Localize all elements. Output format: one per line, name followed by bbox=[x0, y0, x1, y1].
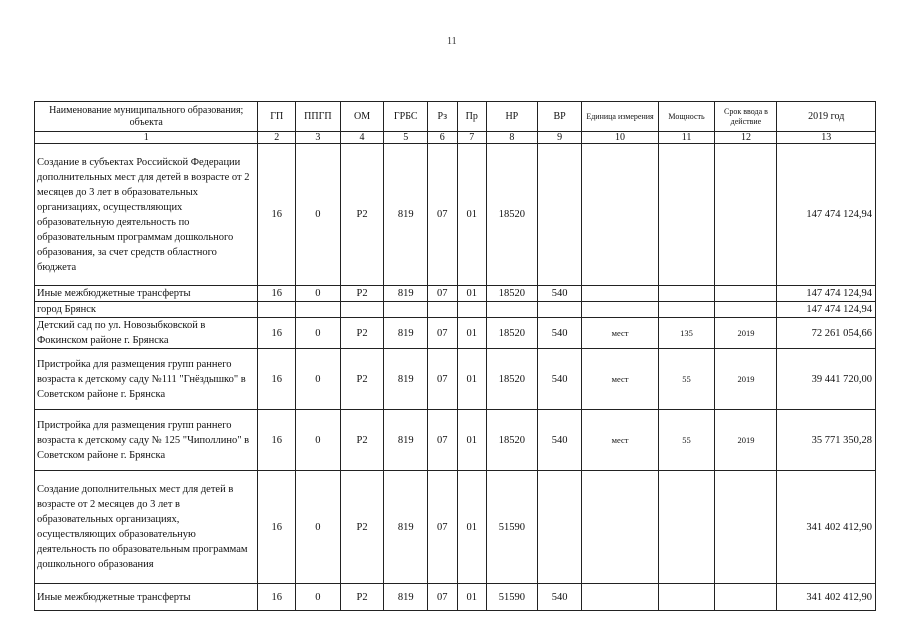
budget-table bbox=[34, 101, 876, 611]
header-name: Наименование муниципального образования; объекта bbox=[35, 102, 258, 132]
cell-name: Создание дополнительных мест для детей в возрасте от 2 месяцев до 3 лет в образовательных организациях, осуществляющих образовательную деятельность по образовательным программам дошкольного образования bbox=[35, 471, 258, 584]
column-number: 12 bbox=[715, 132, 777, 144]
cell-unit bbox=[582, 471, 658, 584]
table-body bbox=[35, 102, 876, 611]
cell-term: 2019 bbox=[715, 410, 777, 471]
cell-term: 2019 bbox=[715, 349, 777, 410]
header-nr: НР bbox=[486, 102, 537, 132]
cell-ppgp: 0 bbox=[296, 286, 341, 302]
header-row bbox=[35, 102, 876, 132]
cell-vr: 540 bbox=[537, 584, 582, 611]
cell-grbs bbox=[384, 302, 428, 318]
header-capacity: Мощность bbox=[658, 102, 715, 132]
cell-name: город Брянск bbox=[35, 302, 258, 318]
cell-grbs: 819 bbox=[384, 471, 428, 584]
cell-term bbox=[715, 584, 777, 611]
table-row bbox=[35, 410, 876, 471]
cell-pr: 01 bbox=[457, 286, 486, 302]
cell-pr: 01 bbox=[457, 318, 486, 349]
table-row bbox=[35, 584, 876, 611]
cell-unit: мест bbox=[582, 410, 658, 471]
cell-unit bbox=[582, 584, 658, 611]
cell-gp: 16 bbox=[258, 584, 296, 611]
cell-om: Р2 bbox=[340, 410, 384, 471]
cell-term bbox=[715, 471, 777, 584]
column-number: 3 bbox=[296, 132, 341, 144]
cell-amount: 39 441 720,00 bbox=[777, 349, 876, 410]
header-vr: ВР bbox=[537, 102, 582, 132]
cell-grbs: 819 bbox=[384, 349, 428, 410]
header-rz: Рз bbox=[428, 102, 457, 132]
cell-nr: 18520 bbox=[486, 144, 537, 286]
cell-name: Пристройка для размещения групп раннего возраста к детскому саду №111 "Гнёздышко" в Советском районе г. Брянска bbox=[35, 349, 258, 410]
cell-capacity bbox=[658, 302, 715, 318]
header-pr: Пр bbox=[457, 102, 486, 132]
cell-term bbox=[715, 286, 777, 302]
column-number: 6 bbox=[428, 132, 457, 144]
cell-pr: 01 bbox=[457, 144, 486, 286]
cell-term bbox=[715, 144, 777, 286]
cell-rz: 07 bbox=[428, 286, 457, 302]
cell-gp: 16 bbox=[258, 410, 296, 471]
cell-nr: 18520 bbox=[486, 410, 537, 471]
cell-unit bbox=[582, 144, 658, 286]
cell-ppgp: 0 bbox=[296, 471, 341, 584]
column-number: 11 bbox=[658, 132, 715, 144]
cell-grbs: 819 bbox=[384, 286, 428, 302]
cell-ppgp: 0 bbox=[296, 144, 341, 286]
cell-rz: 07 bbox=[428, 471, 457, 584]
cell-vr: 540 bbox=[537, 349, 582, 410]
cell-ppgp: 0 bbox=[296, 318, 341, 349]
cell-nr: 18520 bbox=[486, 318, 537, 349]
header-grbs: ГРБС bbox=[384, 102, 428, 132]
cell-grbs: 819 bbox=[384, 318, 428, 349]
column-number: 10 bbox=[582, 132, 658, 144]
cell-gp: 16 bbox=[258, 144, 296, 286]
cell-unit: мест bbox=[582, 318, 658, 349]
header-om: ОМ bbox=[340, 102, 384, 132]
header-gp: ГП bbox=[258, 102, 296, 132]
column-number: 7 bbox=[457, 132, 486, 144]
cell-ppgp: 0 bbox=[296, 584, 341, 611]
cell-rz: 07 bbox=[428, 318, 457, 349]
cell-name: Создание в субъектах Российской Федерации дополнительных мест для детей в возрасте от 2 месяцев до 3 лет в образовательных организациях, осуществляющих образовательную деятельность по образовательным программам дошкольного образования, за счет средств областного бюджета bbox=[35, 144, 258, 286]
header-amount: 2019 год bbox=[777, 102, 876, 132]
cell-amount: 147 474 124,94 bbox=[777, 302, 876, 318]
table-row bbox=[35, 471, 876, 584]
cell-grbs: 819 bbox=[384, 410, 428, 471]
cell-name: Пристройка для размещения групп раннего возраста к детскому саду № 125 "Чиполлино" в Советском районе г. Брянска bbox=[35, 410, 258, 471]
table-row bbox=[35, 144, 876, 286]
cell-pr: 01 bbox=[457, 471, 486, 584]
cell-capacity bbox=[658, 584, 715, 611]
cell-vr: 540 bbox=[537, 286, 582, 302]
cell-capacity bbox=[658, 471, 715, 584]
cell-amount: 35 771 350,28 bbox=[777, 410, 876, 471]
header-term: Срок ввода в действие bbox=[715, 102, 777, 132]
cell-unit bbox=[582, 286, 658, 302]
cell-rz: 07 bbox=[428, 410, 457, 471]
column-number: 9 bbox=[537, 132, 582, 144]
column-number: 5 bbox=[384, 132, 428, 144]
cell-amount: 147 474 124,94 bbox=[777, 286, 876, 302]
cell-ppgp: 0 bbox=[296, 410, 341, 471]
page-number: 11 bbox=[447, 36, 457, 47]
cell-amount: 72 261 054,66 bbox=[777, 318, 876, 349]
table-row bbox=[35, 318, 876, 349]
column-number: 2 bbox=[258, 132, 296, 144]
cell-unit: мест bbox=[582, 349, 658, 410]
cell-name: Иные межбюджетные трансферты bbox=[35, 584, 258, 611]
cell-grbs: 819 bbox=[384, 144, 428, 286]
cell-rz: 07 bbox=[428, 584, 457, 611]
cell-rz: 07 bbox=[428, 349, 457, 410]
column-number: 4 bbox=[340, 132, 384, 144]
cell-vr: 540 bbox=[537, 318, 582, 349]
cell-name: Иные межбюджетные трансферты bbox=[35, 286, 258, 302]
cell-gp: 16 bbox=[258, 318, 296, 349]
cell-unit bbox=[582, 302, 658, 318]
cell-gp bbox=[258, 302, 296, 318]
cell-ppgp bbox=[296, 302, 341, 318]
cell-om: Р2 bbox=[340, 349, 384, 410]
cell-nr bbox=[486, 302, 537, 318]
cell-capacity bbox=[658, 286, 715, 302]
cell-capacity: 135 bbox=[658, 318, 715, 349]
cell-ppgp: 0 bbox=[296, 349, 341, 410]
cell-capacity: 55 bbox=[658, 349, 715, 410]
cell-nr: 51590 bbox=[486, 471, 537, 584]
cell-gp: 16 bbox=[258, 471, 296, 584]
cell-gp: 16 bbox=[258, 349, 296, 410]
column-number-row bbox=[35, 132, 876, 144]
cell-om: Р2 bbox=[340, 144, 384, 286]
column-number: 13 bbox=[777, 132, 876, 144]
cell-om bbox=[340, 302, 384, 318]
table-row bbox=[35, 349, 876, 410]
cell-pr bbox=[457, 302, 486, 318]
cell-amount: 147 474 124,94 bbox=[777, 144, 876, 286]
cell-pr: 01 bbox=[457, 584, 486, 611]
column-number: 8 bbox=[486, 132, 537, 144]
cell-pr: 01 bbox=[457, 410, 486, 471]
cell-om: Р2 bbox=[340, 584, 384, 611]
cell-gp: 16 bbox=[258, 286, 296, 302]
cell-term bbox=[715, 302, 777, 318]
table-row bbox=[35, 286, 876, 302]
table-row bbox=[35, 302, 876, 318]
cell-grbs: 819 bbox=[384, 584, 428, 611]
cell-rz bbox=[428, 302, 457, 318]
cell-amount: 341 402 412,90 bbox=[777, 584, 876, 611]
cell-om: Р2 bbox=[340, 471, 384, 584]
cell-nr: 51590 bbox=[486, 584, 537, 611]
cell-name: Детский сад по ул. Новозыбковской в Фокинском районе г. Брянска bbox=[35, 318, 258, 349]
header-ppgp: ППГП bbox=[296, 102, 341, 132]
cell-pr: 01 bbox=[457, 349, 486, 410]
cell-vr bbox=[537, 302, 582, 318]
cell-om: Р2 bbox=[340, 286, 384, 302]
cell-nr: 18520 bbox=[486, 286, 537, 302]
cell-vr: 540 bbox=[537, 410, 582, 471]
header-unit: Единица измерения bbox=[582, 102, 658, 132]
cell-om: Р2 bbox=[340, 318, 384, 349]
cell-capacity bbox=[658, 144, 715, 286]
cell-amount: 341 402 412,90 bbox=[777, 471, 876, 584]
cell-nr: 18520 bbox=[486, 349, 537, 410]
cell-capacity: 55 bbox=[658, 410, 715, 471]
cell-vr bbox=[537, 144, 582, 286]
column-number: 1 bbox=[35, 132, 258, 144]
cell-rz: 07 bbox=[428, 144, 457, 286]
cell-vr bbox=[537, 471, 582, 584]
cell-term: 2019 bbox=[715, 318, 777, 349]
